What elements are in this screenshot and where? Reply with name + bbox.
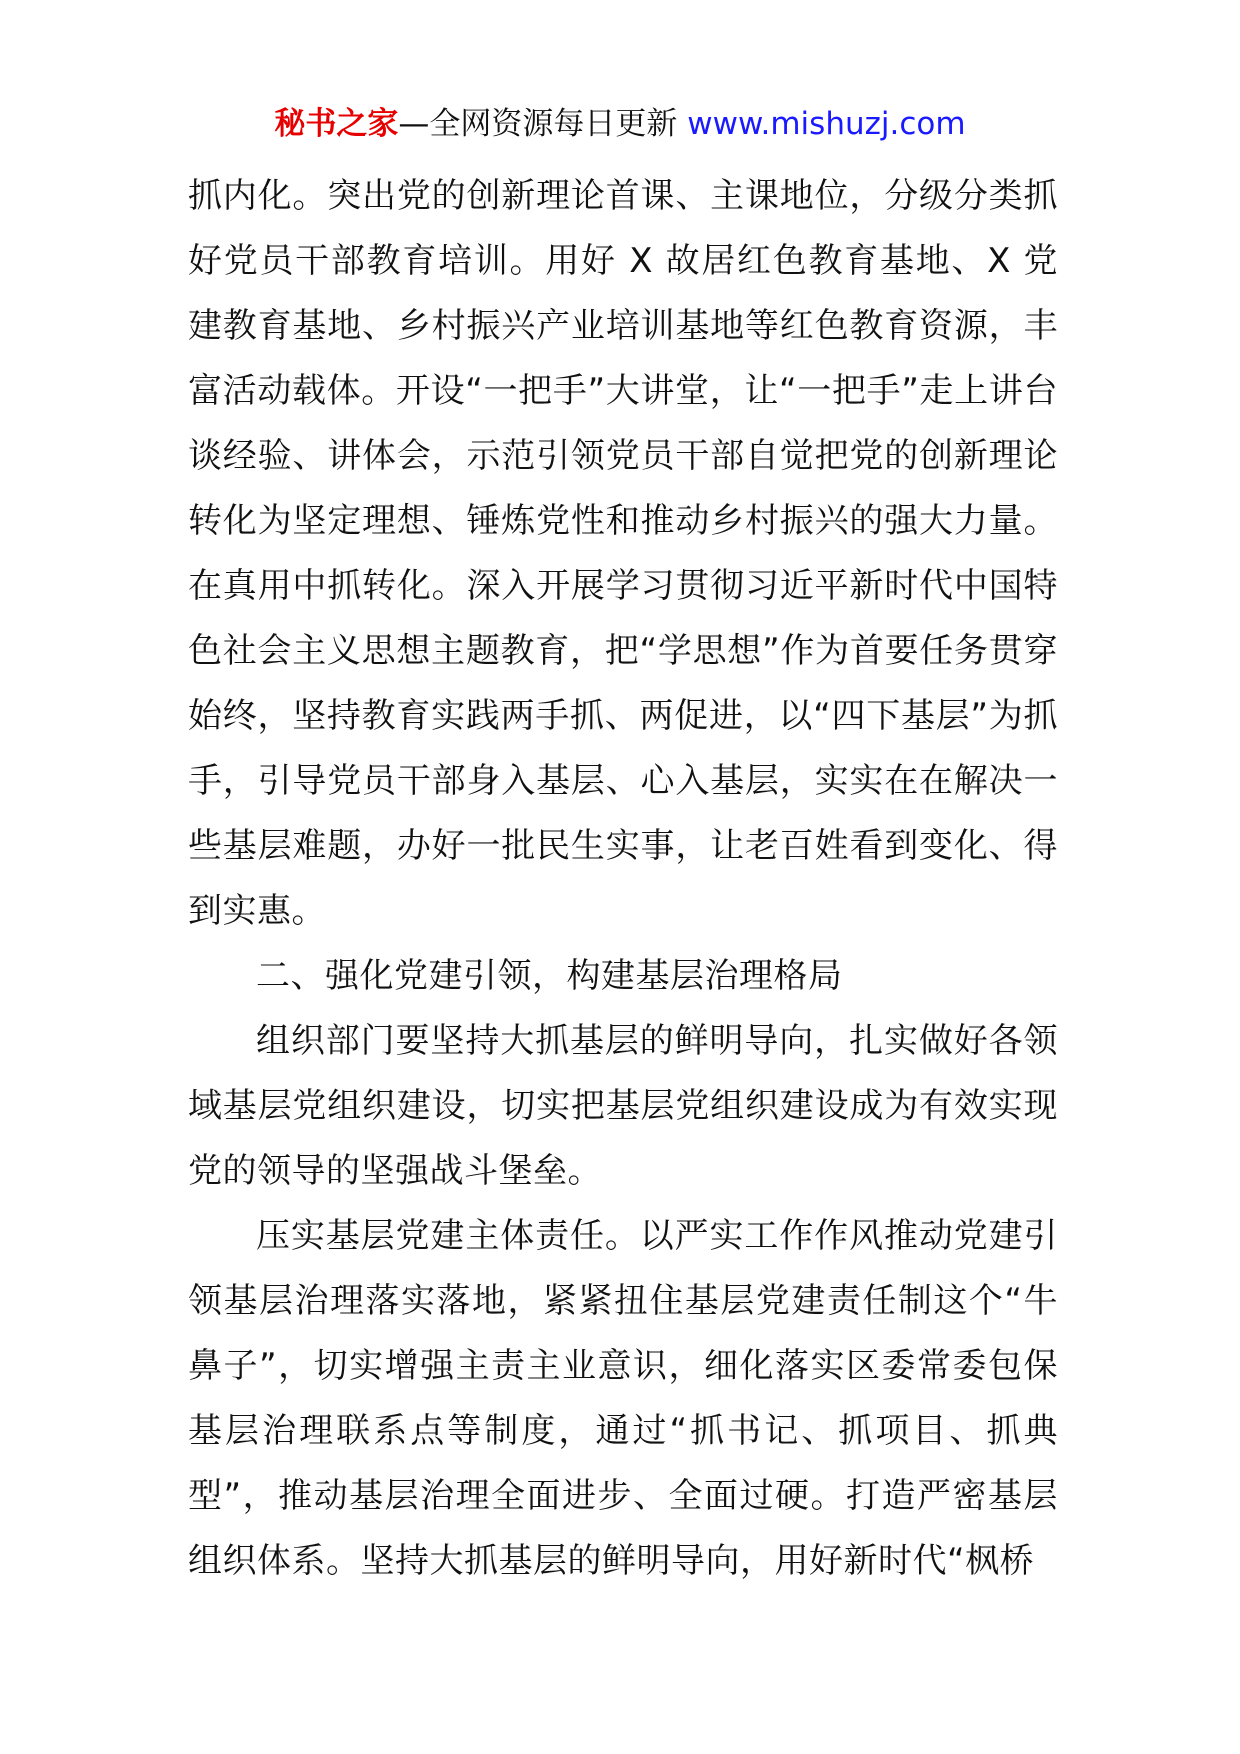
site-url-link[interactable]: www.mishuzj.com	[687, 106, 966, 142]
brand-name: 秘书之家	[274, 106, 399, 142]
paragraph: 压实基层党建主体责任。以严实工作作风推动党建引领基层治理落实落地，紧紧扭住基层党建责任制这个“牛鼻子”，切实增强主责主业意识，细化落实区委常委包保基层治理联系点等制度，通过“抓书记、抓项目、抓典型”，推动基层治理全面进步、全面过硬。打造严密基层组织体系。坚持大抓基层的鲜明导向，用好新时代“枫桥	[188, 1216, 1058, 1581]
paragraph-continued: 抓内化。突出党的创新理论首课、主课地位，分级分类抓好党员干部教育培训。用好 X 故居红色教育基地、X 党建教育基地、乡村振兴产业培训基地等红色教育资源，丰富活动载体。开设“一把手”大讲堂，让“一把手”走上讲台谈经验、讲体会，示范引领党员干部自觉把党的创新理论转化为坚定理想、锤炼党性和推动乡村振兴的强大力量。在真用中抓转化。深入开展学习贯彻习近平新时代中国特色社会主义思想主题教育，把“学思想”作为首要任务贯穿始终，坚持教育实践两手抓、两促进，以“四下基层”为抓手，引导党员干部身入基层、心入基层，实实在在解决一些基层难题，办好一批民生实事，让老百姓看到变化、得到实惠。	[188, 176, 1058, 931]
header-tagline: —全网资源每日更新	[398, 106, 678, 142]
document-body	[188, 164, 1058, 1594]
page-header	[0, 102, 1240, 146]
paragraph: 组织部门要坚持大抓基层的鲜明导向，扎实做好各领域基层党组织建设，切实把基层党组织建设成为有效实现党的领导的坚强战斗堡垒。	[188, 1021, 1058, 1191]
section-heading: 二、强化党建引领，构建基层治理格局	[256, 956, 843, 996]
